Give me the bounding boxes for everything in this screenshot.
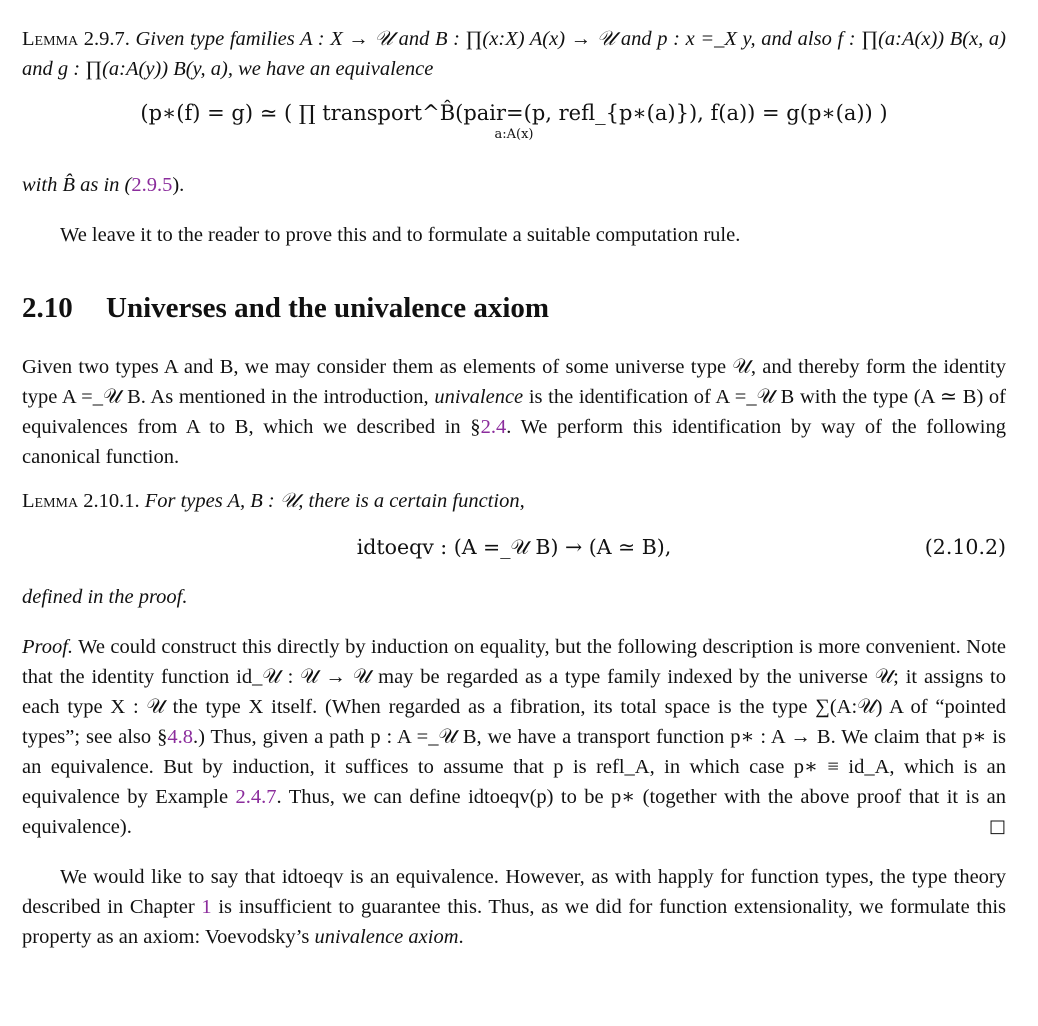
paragraph-intro xyxy=(22,352,1006,472)
display-product-subscript: a:A(x) xyxy=(494,127,534,142)
proof-text-1: We could construct this directly by induction on equality, but the following description is more convenient. Note that the identity function id_𝒰 : 𝒰 → 𝒰 may be regarded as a type family indexed by the universe 𝒰; it assigns to each type X : 𝒰 the type X itself. (When regarded as a fibration, its total space is the type ∑(A:𝒰) A of “pointed types”; see also § xyxy=(22,636,1006,748)
final-text-3: . xyxy=(458,926,464,948)
equation-idtoeqv: idtoeqv : (A =_𝒰 B) → (A ≃ B), xyxy=(356,535,672,559)
display-lhs: (p∗(f) = g) ≃ xyxy=(140,101,278,125)
intro-text-2: is the identification of A =_𝒰 B with the type (A ≃ B) of equivalences from A to B, which we described in § xyxy=(22,386,1007,438)
example-link-2-4-7[interactable]: 2.4.7 xyxy=(235,786,277,808)
univalence-term: univalence xyxy=(434,386,524,408)
equation-number: (2.10.2) xyxy=(924,535,1006,559)
univalence-axiom-term: univalence axiom xyxy=(314,926,459,948)
chapter-link-1[interactable]: 1 xyxy=(201,896,212,918)
final-text-2: is insufficient to guarantee this. Thus, as we did for function extensionality, we formulate this property as an axiom: Voevodsky’s xyxy=(22,896,1006,948)
section-title: Universes and the univalence axiom xyxy=(106,292,550,324)
section-link-4-8[interactable]: 4.8 xyxy=(167,726,193,748)
numbered-equation xyxy=(22,532,1006,572)
document-page xyxy=(22,0,1006,952)
lemma-label: Lemma 2.10.1. xyxy=(22,490,140,512)
qed-symbol: □ xyxy=(988,816,1006,837)
intro-text-1: Given two types A and B, we may consider them as elements of some universe type 𝒰, and thereby form the identity type A =_𝒰 B. As mentioned in the introduction, xyxy=(22,356,1006,408)
proof-label: Proof. xyxy=(22,636,74,658)
display-equation xyxy=(22,98,1006,160)
display-rhs: ( ∏ transport^B̂(pair=(p, refl_{p∗(a)}), f(a)) = g(p∗(a)) ) xyxy=(283,101,888,125)
lemma-2-10-1-trailer: defined in the proof. xyxy=(22,586,188,608)
equation-link-2-9-5[interactable]: 2.9.5 xyxy=(131,174,173,196)
paragraph-leave-to-reader: We leave it to the reader to prove this and to formulate a suitable computation rule. xyxy=(60,224,741,246)
section-heading xyxy=(22,288,1006,328)
lemma-2-9-7-trailer xyxy=(22,170,1006,200)
lemma-statement: For types A, B : 𝒰, there is a certain function, xyxy=(144,490,525,512)
paragraph-final xyxy=(22,862,1006,952)
proof-paragraph xyxy=(22,632,1006,842)
lemma-label: Lemma 2.9.7. xyxy=(22,28,130,50)
lemma-statement: Given type families A : X → 𝒰 and B : ∏(x:X) A(x) → 𝒰 and p : x =_X y, and also f : ∏(a:A(x)) B(x, a) and g : ∏(a:A(y)) B(y, a), we have an equivalence xyxy=(22,28,1007,80)
trailer-suffix: ). xyxy=(172,174,185,196)
proof-text-2: .) Thus, given a path p : A =_𝒰 B, we have a transport function p∗ : A → B. We claim that p∗ is an equivalence. But by induction, it suffices to assume that p is refl_A, in which case p∗ ≡ id_A, which is an equivalence by Example xyxy=(22,726,1007,808)
trailer-text: with B̂ as in ( xyxy=(22,174,132,196)
lemma-2-9-7 xyxy=(22,24,1006,84)
proof-text-3: . Thus, we can define idtoeqv(p) to be p∗ (together with the above proof that it is an equivalence). xyxy=(22,786,1006,838)
final-text-1: We would like to say that idtoeqv is an equivalence. However, as with happly for function types, the type theory described in Chapter xyxy=(22,866,1006,918)
intro-text-3: . We perform this identification by way of the following canonical function. xyxy=(22,416,1006,468)
lemma-2-10-1 xyxy=(22,486,1006,516)
section-number: 2.10 xyxy=(22,292,73,324)
section-link-2-4[interactable]: 2.4 xyxy=(480,416,507,438)
